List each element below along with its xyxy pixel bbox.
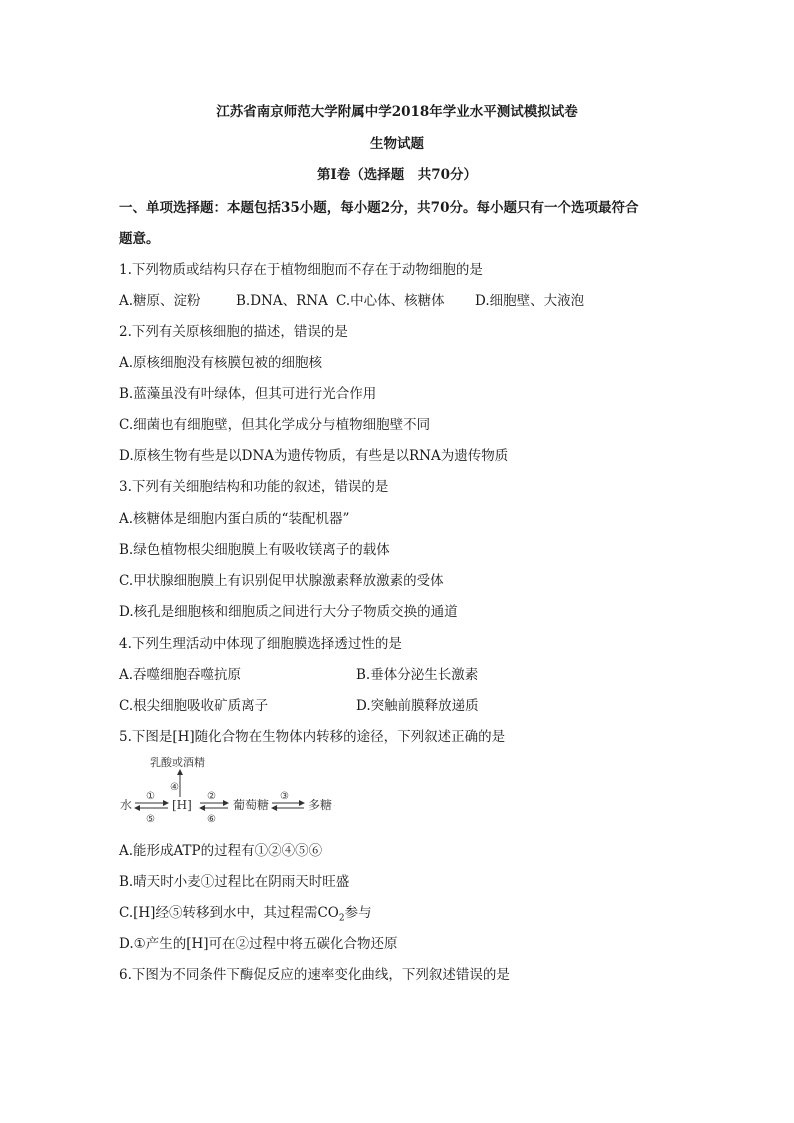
option-d: D.细胞壁、大液泡: [475, 293, 585, 309]
question-1-options: [119, 292, 719, 310]
section-heading-cont: 题意。: [119, 231, 160, 247]
subscript-2: 2: [338, 913, 345, 924]
question-5-option-a: A.能形成ATP的过程有①②④⑤⑥: [119, 843, 323, 859]
option-c: C.中心体、核糖体: [336, 293, 445, 309]
question-3-option-d: D.核孔是细胞核和细胞质之间进行大分子物质交换的通道: [119, 604, 458, 620]
question-5-option-d: D.①产生的[H]可在②过程中将五碳化合物还原: [119, 936, 398, 952]
section-heading: 一、单项选择题：本题包括35小题，每小题2分，共70分。每小题只有一个选项最符合: [119, 200, 639, 216]
node-h: [H]: [172, 798, 192, 812]
label-step-5: ⑤: [146, 814, 155, 825]
node-water: 水: [120, 798, 133, 812]
question-4-option-d: D.突触前膜释放递质: [356, 698, 479, 714]
question-4-option-c: C.根尖细胞吸收矿质离子: [119, 698, 269, 714]
exam-title: 江苏省南京师范大学附属中学2018年学业水平测试模拟试卷: [216, 104, 578, 120]
question-5-option-c: [119, 904, 372, 928]
question-3-option-c: C.甲状腺细胞膜上有识别促甲状腺激素释放激素的受体: [119, 573, 444, 589]
question-3-stem: 3.下列有关细胞结构和功能的叙述，错误的是: [119, 479, 389, 495]
question-4-stem: 4.下列生理活动中体现了细胞膜选择透过性的是: [119, 636, 402, 652]
label-step-4: ④: [170, 782, 179, 793]
node-glucose: 葡萄糖: [233, 798, 270, 812]
option-a: A.糖原、淀粉: [119, 293, 201, 309]
question-3-option-a: A.核糖体是细胞内蛋白质的“装配机器”: [119, 511, 350, 527]
option-b: B.DNA、RNA: [236, 293, 328, 309]
volume-title: 第Ⅰ卷（选择题 共70分）: [316, 167, 478, 183]
question-1-stem: 1.下列物质或结构只存在于植物细胞而不存在于动物细胞的是: [119, 262, 483, 278]
question-2-option-c: C.细菌也有细胞壁，但其化学成分与植物细胞壁不同: [119, 417, 431, 433]
question-5-option-b: B.晴天时小麦①过程比在阴雨天时旺盛: [119, 874, 350, 890]
label-step-1: ①: [146, 791, 155, 802]
label-step-2: ②: [207, 791, 216, 802]
label-step-3: ③: [280, 791, 289, 802]
question-4-option-a: A.吞噬细胞吞噬抗原: [119, 667, 242, 683]
node-polysaccharide: 多糖: [308, 798, 333, 812]
question-2-option-b: B.蓝藻虽没有叶绿体，但其可进行光合作用: [119, 386, 377, 402]
subject-title: 生物试题: [370, 136, 424, 152]
question-2-option-d: D.原核生物有些是以DNA为遗传物质，有些是以RNA为遗传物质: [119, 448, 509, 464]
question-5-stem: 5.下图是[H]随化合物在生物体内转移的途径，下列叙述正确的是: [119, 729, 506, 745]
question-2-stem: 2.下列有关原核细胞的描述，错误的是: [119, 324, 348, 340]
label-step-6: ⑥: [207, 814, 216, 825]
question-2-option-a: A.原核细胞没有核膜包被的细胞核: [119, 355, 323, 371]
question-6-stem: 6.下图为不同条件下酶促反应的速率变化曲线，下列叙述错误的是: [119, 967, 510, 983]
question-3-option-b: B.绿色植物根尖细胞膜上有吸收镁离子的载体: [119, 542, 390, 558]
question-4-option-b: B.垂体分泌生长激素: [356, 667, 479, 683]
option-c-text-end: 参与: [344, 905, 372, 921]
option-c-text: C.[H]经⑤转移到水中，其过程需CO: [119, 905, 339, 921]
h-transfer-diagram: [116, 756, 356, 830]
label-lactic-or-alcohol: 乳酸或酒精: [150, 756, 205, 769]
